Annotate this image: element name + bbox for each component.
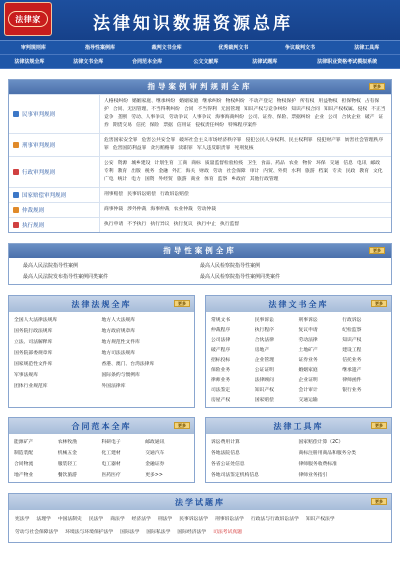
site-logo[interactable] bbox=[4, 2, 52, 36]
list-item[interactable]: 团体行业规范库 bbox=[14, 384, 48, 389]
exam-title: 法学试题库 更多 bbox=[9, 494, 391, 510]
list-item[interactable]: 信托 bbox=[136, 123, 146, 128]
more-button[interactable]: 更多 bbox=[369, 247, 385, 254]
rule-category[interactable] bbox=[9, 134, 99, 156]
list-item[interactable]: 民政 bbox=[345, 169, 356, 174]
list-item[interactable]: 经济法学 bbox=[131, 517, 151, 522]
list-item[interactable]: 企业证明 bbox=[298, 378, 318, 383]
list-item[interactable]: 婚姻家庭 bbox=[179, 99, 199, 104]
case-link[interactable]: 最高人民法院发布指导性案例同类案件 bbox=[23, 274, 109, 280]
list-item[interactable]: 国家赔偿 bbox=[254, 398, 274, 403]
exam-list bbox=[9, 510, 391, 542]
list-item[interactable]: 期货交易 bbox=[112, 123, 133, 128]
tools-list bbox=[206, 434, 391, 482]
list-item[interactable]: 物权保护 bbox=[276, 99, 296, 104]
laws-box bbox=[8, 295, 195, 408]
list-item[interactable]: 不正当竞争 bbox=[104, 107, 386, 120]
list-item[interactable]: 国际私法学 bbox=[146, 530, 171, 535]
category-icon bbox=[13, 207, 19, 213]
rules-title: 指导案例审判规则全库 更多 bbox=[9, 80, 391, 94]
tools-box bbox=[205, 417, 392, 483]
list-item[interactable]: 劳动法律 bbox=[298, 338, 318, 343]
list-item[interactable]: 合伙企业 bbox=[341, 115, 361, 120]
list-item[interactable]: 建设工程 bbox=[342, 348, 362, 353]
list-item[interactable]: 旅游 bbox=[304, 169, 315, 174]
list-item[interactable]: 执行中止 bbox=[196, 222, 217, 227]
list-item[interactable]: 企业 bbox=[314, 115, 324, 120]
list-item[interactable]: 统计 bbox=[117, 177, 128, 182]
list-item[interactable]: 刑事诉讼法学 bbox=[215, 517, 244, 522]
list-item[interactable]: 商业 bbox=[190, 177, 201, 182]
rules-section bbox=[8, 79, 392, 233]
list-item[interactable]: 国际经济法学 bbox=[177, 530, 207, 535]
list-item[interactable]: 劳动 bbox=[212, 169, 223, 174]
nav-link[interactable]: 优秀裁判文书 bbox=[218, 45, 249, 51]
list-item[interactable]: 乡政府 bbox=[231, 177, 246, 182]
list-item[interactable]: 工商 bbox=[177, 161, 188, 166]
list-item[interactable]: 律师业务指引 bbox=[298, 473, 328, 478]
list-item[interactable]: 合同、无因管理、不当得利纠纷 bbox=[112, 107, 180, 112]
list-item[interactable]: 司法鉴定 bbox=[211, 388, 231, 393]
list-item[interactable]: 担保物权 bbox=[341, 99, 361, 104]
list-item[interactable]: 国家规范性文件库 bbox=[14, 362, 53, 367]
list-item[interactable]: 旅游 bbox=[176, 177, 187, 182]
rule-items bbox=[99, 218, 391, 232]
list-item[interactable]: 农业 bbox=[288, 161, 299, 166]
list-item[interactable]: 电讯 bbox=[356, 161, 367, 166]
list-item[interactable]: 破坏社会主义市场经济秩序罪 bbox=[179, 138, 242, 143]
list-item[interactable]: 劳动、人事争议 bbox=[131, 115, 165, 120]
list-item[interactable]: 商标 bbox=[191, 161, 201, 166]
docs-list bbox=[206, 312, 391, 407]
rule-items bbox=[99, 134, 391, 156]
list-item[interactable]: 各地法院信息 bbox=[211, 451, 240, 456]
list-item[interactable]: 刑法学 bbox=[157, 517, 173, 522]
list-item[interactable]: 文化 bbox=[372, 169, 383, 174]
more-button[interactable]: 更多 bbox=[371, 422, 387, 429]
list-item[interactable]: 档案 bbox=[318, 169, 329, 174]
category-icon bbox=[13, 169, 19, 175]
rule-category-row bbox=[9, 156, 391, 187]
cases-title: 指导性案例全库 更多 bbox=[9, 244, 391, 258]
list-item[interactable]: 知识产权 bbox=[254, 388, 274, 393]
list-item[interactable]: 更多>> bbox=[145, 473, 163, 478]
list-item[interactable]: 招标投标 bbox=[211, 358, 231, 363]
list-item[interactable]: 执行申请 bbox=[104, 222, 124, 227]
list-item[interactable]: 所有权 bbox=[300, 99, 315, 104]
list-item[interactable]: 公司法律 bbox=[211, 338, 231, 343]
category-label: 执行规则 bbox=[22, 223, 45, 229]
category-icon bbox=[13, 111, 19, 117]
list-item[interactable]: 律师函件 bbox=[342, 378, 362, 383]
list-item[interactable]: 侵犯财产罪 bbox=[316, 138, 341, 143]
list-item[interactable]: 用益物权 bbox=[318, 99, 338, 104]
nav-row-2 bbox=[0, 55, 400, 69]
rule-items bbox=[99, 95, 391, 133]
laws-list bbox=[9, 312, 194, 393]
nav-link[interactable]: 合同范本全库 bbox=[132, 59, 163, 65]
list-item[interactable]: 不动产登记 bbox=[248, 99, 273, 104]
list-item[interactable]: 侵犯公民人身权利、民主权利罪 bbox=[245, 138, 313, 143]
list-item[interactable]: 科研电子 bbox=[101, 440, 121, 445]
list-item[interactable]: 公司、证券、保险、票据纠纷 bbox=[248, 115, 311, 120]
rule-category[interactable] bbox=[9, 188, 99, 202]
list-item[interactable]: 物权纠纷 bbox=[225, 99, 245, 104]
list-item[interactable]: 企业管理 bbox=[254, 358, 274, 363]
docs-box bbox=[205, 295, 392, 408]
case-link[interactable]: 最高人民检察院指导性案例 bbox=[200, 263, 261, 269]
list-item[interactable]: 电力 bbox=[131, 177, 141, 182]
list-item[interactable]: 知识产权合同 bbox=[291, 107, 320, 112]
list-item[interactable]: 民事诉讼赔偿 bbox=[127, 192, 156, 197]
category-label: 仲裁规则 bbox=[22, 208, 45, 214]
list-item[interactable]: 审计 bbox=[249, 169, 260, 174]
list-item[interactable]: 国家赔偿计算（2C） bbox=[298, 440, 344, 445]
list-item[interactable]: 各地司法鉴定机构信息 bbox=[211, 473, 259, 478]
list-item[interactable]: 法律顾问 bbox=[254, 378, 274, 383]
nav-link[interactable]: 法律职业资格考试模拟系统 bbox=[317, 59, 378, 65]
laws-title: 法律法规全库 更多 bbox=[9, 296, 194, 312]
list-item[interactable]: 执行异议 bbox=[150, 222, 170, 227]
list-item[interactable]: 危害国防利益罪 bbox=[112, 146, 147, 151]
list-item[interactable]: 保险业务 bbox=[211, 368, 231, 373]
logo-text: 法律家 bbox=[8, 11, 48, 27]
list-item[interactable]: 物价 bbox=[302, 161, 313, 166]
nav-link[interactable]: 法律文书全库 bbox=[73, 59, 104, 65]
list-item[interactable]: 能源矿产 bbox=[14, 440, 34, 445]
nav-row-1 bbox=[0, 41, 400, 55]
list-item[interactable]: 知识产权 bbox=[342, 338, 362, 343]
list-item[interactable]: 环保 bbox=[316, 161, 326, 166]
list-item[interactable]: 专利 bbox=[104, 169, 114, 174]
list-item[interactable]: 死刑复核 bbox=[234, 146, 254, 151]
list-item[interactable]: 水利 bbox=[291, 169, 301, 174]
list-item[interactable]: 军人违反职责罪 bbox=[196, 146, 231, 151]
list-item[interactable]: 信用证 bbox=[176, 123, 192, 128]
list-item[interactable]: 商法学 bbox=[110, 517, 125, 522]
list-item[interactable]: 执行监督 bbox=[220, 222, 240, 227]
list-item[interactable]: 海关 bbox=[185, 169, 196, 174]
list-item[interactable]: 占有保护 bbox=[104, 99, 380, 112]
main-nav bbox=[0, 40, 400, 69]
list-item[interactable]: 知识产权权属、侵权 bbox=[323, 107, 368, 112]
list-item[interactable]: 会计审计 bbox=[298, 388, 318, 393]
rules-categories bbox=[9, 94, 391, 232]
contracts-list bbox=[9, 434, 194, 482]
rule-category[interactable] bbox=[9, 218, 99, 232]
list-item[interactable]: 邮政通讯 bbox=[145, 440, 165, 445]
library-boxes bbox=[8, 295, 392, 483]
list-item[interactable]: 涉外仲裁 bbox=[127, 207, 147, 212]
rule-items bbox=[99, 188, 391, 202]
exam-box bbox=[8, 493, 392, 543]
case-link[interactable]: 最高人民检察院指导性案例同类案件 bbox=[200, 274, 281, 280]
list-item[interactable]: 教育 bbox=[117, 169, 128, 174]
list-item[interactable]: 服装轻工 bbox=[57, 462, 77, 467]
list-item[interactable]: 婚姻家庭、继承纠纷 bbox=[132, 99, 176, 104]
list-item[interactable]: 机械五金 bbox=[57, 451, 77, 456]
case-link[interactable]: 最高人民法院指导性案例 bbox=[23, 263, 79, 269]
list-item[interactable]: 医药医疗 bbox=[101, 473, 121, 478]
list-item[interactable]: 制造装配 bbox=[14, 451, 34, 456]
list-item[interactable]: 证券 bbox=[104, 115, 384, 128]
list-item[interactable]: 知识产权与竞争纠纷 bbox=[244, 107, 288, 112]
rule-category[interactable] bbox=[9, 203, 99, 217]
list-item[interactable]: 律师服务收费标准 bbox=[298, 462, 337, 467]
list-item[interactable]: 破产 bbox=[364, 115, 375, 120]
list-item[interactable]: 律师业务 bbox=[211, 378, 231, 383]
list-item[interactable]: 合同物流 bbox=[14, 462, 34, 467]
list-item[interactable]: 香港、澳门、台湾法律库 bbox=[101, 362, 155, 367]
list-item[interactable]: 环境法与环境保护法学 bbox=[65, 530, 114, 535]
category-label: 国家赔偿审判规则 bbox=[22, 193, 67, 199]
list-item[interactable]: 全国人大法律法规库 bbox=[14, 318, 58, 323]
more-button[interactable]: 更多 bbox=[369, 83, 385, 90]
list-item[interactable]: 人事争议 bbox=[192, 115, 212, 120]
list-item[interactable]: 继承遗产 bbox=[342, 368, 362, 373]
list-item[interactable]: 妨害社会管理秩序罪 bbox=[104, 138, 384, 151]
list-item[interactable]: 出版 bbox=[131, 169, 141, 174]
nav-link[interactable]: 审判规则库 bbox=[20, 45, 46, 51]
list-item[interactable]: 侵权责任纠纷 bbox=[195, 123, 225, 128]
list-item[interactable]: 公司 bbox=[328, 115, 338, 120]
list-item[interactable]: 土地矿产 bbox=[298, 348, 318, 353]
category-icon bbox=[13, 222, 19, 228]
list-item[interactable]: 交通运输 bbox=[298, 398, 318, 403]
list-item[interactable]: 行政诉讼赔偿 bbox=[160, 192, 189, 197]
list-item[interactable]: 国际法学 bbox=[120, 530, 140, 535]
list-item[interactable]: 海事仲裁 bbox=[150, 207, 170, 212]
list-item[interactable]: 财政 bbox=[199, 169, 209, 174]
list-item[interactable]: 卫生 bbox=[247, 161, 257, 166]
list-item[interactable]: 地方政府规章库 bbox=[101, 329, 136, 334]
list-item[interactable]: 纪检监察 bbox=[342, 328, 362, 333]
list-item[interactable]: 银行业务 bbox=[342, 388, 362, 393]
list-item[interactable]: 信息 bbox=[343, 161, 353, 166]
rule-category[interactable] bbox=[9, 157, 99, 187]
list-item[interactable]: 金融证券 bbox=[145, 462, 165, 467]
list-item[interactable]: 无因管理 bbox=[220, 107, 240, 112]
list-item[interactable]: 不当得利 bbox=[197, 107, 217, 112]
list-item[interactable]: 计划生育 bbox=[154, 161, 174, 166]
list-item[interactable]: 餐饮旅游 bbox=[57, 473, 77, 478]
list-item[interactable]: 中国法制史 bbox=[57, 517, 82, 522]
list-item[interactable]: 交通汽车 bbox=[145, 451, 165, 456]
contracts-title: 合同范本全库 更多 bbox=[9, 418, 194, 434]
list-item[interactable]: 地方司法法规库 bbox=[101, 351, 136, 356]
docs-title: 法律文书全库 更多 bbox=[206, 296, 391, 312]
list-item[interactable]: 不予执行 bbox=[127, 222, 147, 227]
list-item[interactable]: 合伙法律 bbox=[254, 338, 274, 343]
rule-category-row bbox=[9, 202, 391, 217]
list-item[interactable]: 婚姻家庭 bbox=[298, 368, 318, 373]
list-item[interactable]: 保险 bbox=[149, 123, 160, 128]
list-item[interactable]: 广电 bbox=[104, 177, 114, 182]
tools-title: 法律工具库 更多 bbox=[206, 418, 391, 434]
list-item[interactable]: 民事诉讼法学 bbox=[179, 517, 209, 522]
list-item[interactable]: 房地产 bbox=[254, 348, 270, 353]
list-item[interactable]: 行政法与行政诉讼法学 bbox=[250, 517, 299, 522]
list-item[interactable]: 资源 bbox=[117, 161, 128, 166]
list-item[interactable]: 其他行政管理 bbox=[249, 177, 279, 182]
list-item[interactable]: 专卖 bbox=[332, 169, 342, 174]
rule-category-row bbox=[9, 217, 391, 232]
list-item[interactable]: 食品、药品 bbox=[260, 161, 285, 166]
list-item[interactable]: 劳动与社会保障法学 bbox=[15, 530, 59, 535]
list-item[interactable]: 劳动仲裁 bbox=[196, 207, 217, 212]
list-item[interactable]: 国务院部委规章库 bbox=[14, 351, 53, 356]
cases-list bbox=[9, 258, 391, 284]
list-item[interactable]: 票据 bbox=[163, 123, 173, 128]
list-item[interactable]: 宪法学 bbox=[15, 517, 30, 522]
exam-highlight-link[interactable]: 司法考试真题 bbox=[213, 530, 242, 535]
list-item[interactable]: 社会保障 bbox=[226, 169, 246, 174]
list-item[interactable]: 执行复议 bbox=[173, 222, 193, 227]
list-item[interactable]: 教育 bbox=[359, 169, 369, 174]
more-button[interactable]: 更多 bbox=[371, 498, 387, 505]
list-item[interactable]: 诉讼费用计算 bbox=[211, 440, 240, 445]
nav-link[interactable]: 法律试题库 bbox=[252, 59, 278, 65]
list-item[interactable]: 渎职罪 bbox=[178, 146, 193, 151]
list-item[interactable]: 商标注册用商品和服务分类 bbox=[298, 451, 357, 456]
list-item[interactable]: 各省公证处信息 bbox=[211, 462, 245, 467]
list-item[interactable]: 民事诉讼 bbox=[254, 318, 274, 323]
list-item[interactable]: 证券业务 bbox=[298, 358, 318, 363]
list-item[interactable]: 垄断 bbox=[117, 115, 128, 120]
more-button[interactable]: 更多 bbox=[174, 422, 190, 429]
list-item[interactable]: 质量监督检验检疫 bbox=[204, 161, 244, 166]
category-label: 刑事审判规则 bbox=[22, 143, 56, 149]
list-item[interactable]: 合同 bbox=[183, 107, 194, 112]
list-item[interactable]: 执行程序 bbox=[254, 328, 274, 333]
list-item[interactable]: 知识产权法学 bbox=[305, 517, 335, 522]
list-item[interactable]: 劳动争议 bbox=[168, 115, 189, 120]
list-item[interactable]: 外国法律库 bbox=[101, 384, 126, 389]
rule-items bbox=[99, 157, 391, 187]
list-item[interactable]: 法理学 bbox=[36, 517, 51, 522]
list-item[interactable]: 民法学 bbox=[88, 517, 104, 522]
list-item[interactable]: 军事法规库 bbox=[14, 373, 38, 378]
nav-link[interactable]: 法律法规全库 bbox=[14, 59, 45, 65]
list-item[interactable]: 复议申请 bbox=[298, 328, 318, 333]
rule-category-row bbox=[9, 94, 391, 133]
list-item[interactable]: 行政诉讼 bbox=[342, 318, 362, 323]
category-label: 民事审判规则 bbox=[22, 112, 56, 118]
list-item[interactable]: 地方规范性文件库 bbox=[101, 340, 140, 345]
list-item[interactable]: 体育 bbox=[204, 177, 214, 182]
list-item[interactable]: 破产程序 bbox=[211, 348, 231, 353]
list-item[interactable]: 特殊程序案件 bbox=[228, 123, 257, 128]
list-item[interactable]: 金融 bbox=[158, 169, 169, 174]
list-item[interactable]: 信托业务 bbox=[342, 358, 362, 363]
list-item[interactable]: 贪污贿赂罪 bbox=[150, 146, 175, 151]
nav-link[interactable]: 法律工具库 bbox=[354, 45, 380, 51]
list-item[interactable]: 海事海商纠纷 bbox=[215, 115, 245, 120]
nav-link[interactable]: 裁判文书全库 bbox=[151, 45, 182, 51]
list-item[interactable]: 电工器材 bbox=[101, 462, 121, 467]
cases-section bbox=[8, 243, 392, 285]
list-item[interactable]: 公安 bbox=[104, 161, 114, 166]
list-item[interactable]: 农业仲裁 bbox=[173, 207, 193, 212]
list-item[interactable]: 税务 bbox=[144, 169, 155, 174]
list-item[interactable]: 农林牧渔 bbox=[57, 440, 77, 445]
list-item[interactable]: 常规文书 bbox=[211, 318, 231, 323]
list-item[interactable]: 邮政 bbox=[370, 161, 381, 166]
rule-category[interactable] bbox=[9, 95, 99, 133]
list-item[interactable]: 国务院行政法规库 bbox=[14, 329, 53, 334]
list-item[interactable]: 国资 bbox=[144, 177, 155, 182]
nav-link[interactable]: 公文文献库 bbox=[193, 59, 219, 65]
list-item[interactable]: 立法、司法解释库 bbox=[14, 340, 53, 345]
site-header bbox=[0, 0, 400, 40]
nav-link[interactable]: 指导性案例库 bbox=[85, 45, 116, 51]
list-item[interactable]: 继承纠纷 bbox=[202, 99, 222, 104]
list-item[interactable]: 刑事诉讼 bbox=[298, 318, 318, 323]
list-item[interactable]: 人格权纠纷 bbox=[104, 99, 128, 104]
list-item[interactable]: 外汇 bbox=[172, 169, 182, 174]
category-icon bbox=[13, 142, 19, 148]
list-item[interactable]: 外经贸 bbox=[158, 177, 173, 182]
list-item[interactable]: 商事仲裁 bbox=[104, 207, 124, 212]
list-item[interactable]: 仲裁程序 bbox=[211, 328, 231, 333]
list-item[interactable]: 地产物业 bbox=[14, 473, 34, 478]
site-title: 法律知识数据资源总库 bbox=[93, 14, 293, 34]
more-button[interactable]: 更多 bbox=[174, 300, 190, 307]
list-item[interactable]: 危害公共安全罪 bbox=[141, 138, 176, 143]
list-item[interactable]: 地方人大法规库 bbox=[101, 318, 136, 323]
category-label: 行政审判规则 bbox=[22, 170, 56, 176]
list-item[interactable]: 内贸、外贸 bbox=[263, 169, 288, 174]
list-item[interactable]: 公证证明 bbox=[254, 368, 274, 373]
nav-link[interactable]: 争议裁判文书 bbox=[285, 45, 316, 51]
rule-items bbox=[99, 203, 391, 217]
list-item[interactable]: 化工建材 bbox=[101, 451, 121, 456]
rule-category-row bbox=[9, 133, 391, 156]
list-item[interactable]: 危害国家安全罪 bbox=[104, 138, 138, 143]
contracts-box bbox=[8, 417, 195, 483]
list-item[interactable]: 监察 bbox=[217, 177, 228, 182]
category-icon bbox=[13, 192, 19, 198]
list-item[interactable]: 交通 bbox=[329, 161, 340, 166]
rule-category-row bbox=[9, 187, 391, 202]
list-item[interactable]: 国际条约与惯例库 bbox=[101, 373, 140, 378]
list-item[interactable]: 城乡建设 bbox=[131, 161, 151, 166]
list-item[interactable]: 房屋产权 bbox=[211, 398, 231, 403]
list-item[interactable]: 刑事赔偿 bbox=[104, 192, 124, 197]
more-button[interactable]: 更多 bbox=[371, 300, 387, 307]
